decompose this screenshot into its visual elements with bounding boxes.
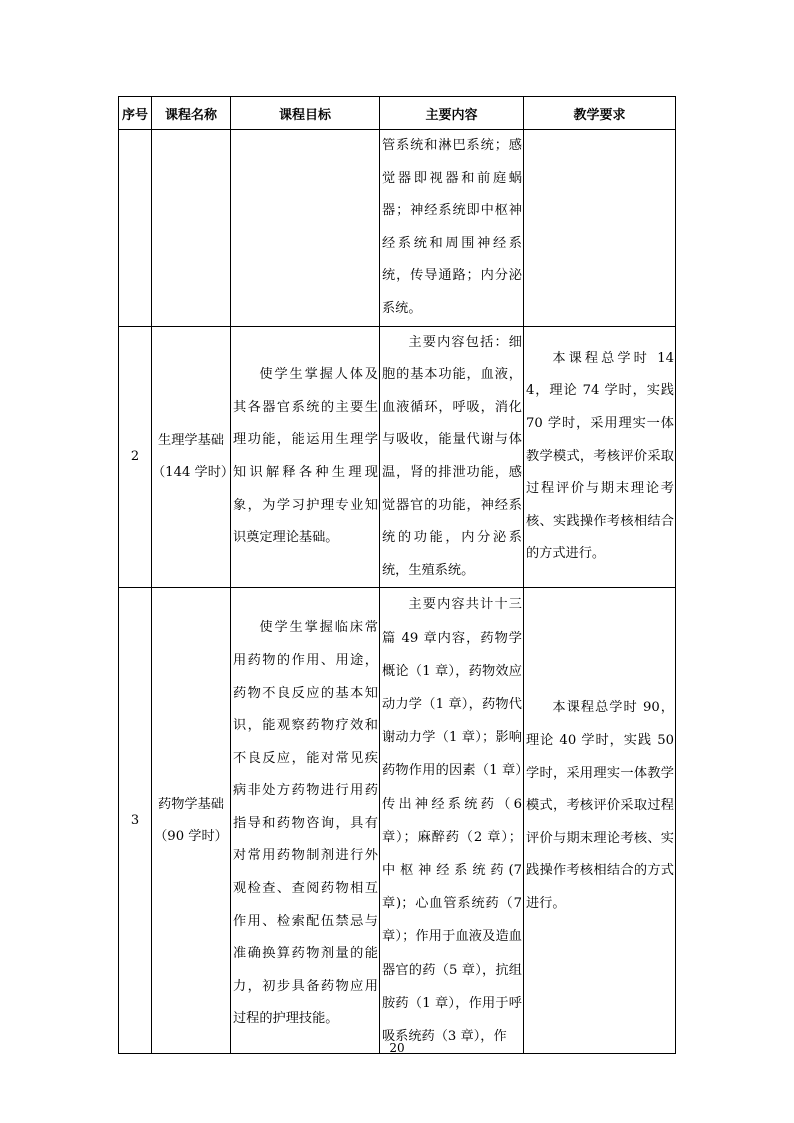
header-course-name: 课程名称 [152, 97, 231, 130]
row-course-name [152, 326, 235, 588]
row-num [119, 130, 152, 327]
course-name: 生理学基础 [158, 432, 224, 448]
row-main-content [380, 326, 524, 588]
course-name: 药物学基础 [158, 796, 224, 812]
row-course-goal [231, 130, 380, 327]
course-table [118, 96, 676, 1054]
row-main-content [380, 588, 524, 1054]
course-hours: （90 学时） [154, 828, 228, 844]
row-teaching-requirement [524, 326, 676, 588]
main-content-text: 管系统和淋巴系统；感觉器即视器和前庭蜗器；神经系统即中枢神经系统和周围神经系统，传导通路；内分泌系统。 [382, 138, 522, 316]
row-course-name [152, 130, 231, 327]
row-course-goal [231, 588, 380, 1054]
row-teaching-requirement [524, 588, 676, 1054]
header-course-goal: 课程目标 [231, 97, 380, 130]
table-header-row [119, 97, 676, 130]
row-course-name [152, 588, 231, 1054]
main-content-text: 主要内容包括：细胞的基本功能，血液，血液循环，呼吸，消化与吸收，能量代谢与体温，肾的排泄功能，感觉器官的功能，神经系统的功能，内分泌系统，生殖系统。 [382, 334, 522, 578]
row-course-goal [231, 326, 380, 588]
course-hours: （144 学时） [152, 464, 235, 480]
teaching-requirement-text: 本课程总学时 90，理论 40 学时，实践 50 学时，采用理实一体教学模式，考核评价采取过程评价与期末理论考核、实践操作考核相结合的方式进行。 [526, 700, 674, 911]
course-goal-text: 使学生掌握人体及其各器官系统的主要生理功能，能运用生理学知识解释各种生理现象，为学习护理专业知识奠定理论基础。 [233, 367, 378, 546]
header-num: 序号 [119, 97, 152, 130]
row-main-content [380, 130, 524, 327]
row-teaching-requirement [524, 130, 676, 327]
header-main-content: 主要内容 [380, 97, 524, 130]
header-teaching-requirement: 教学要求 [524, 97, 676, 130]
teaching-requirement-text: 本课程总学时 144，理论 74 学时，实践 70 学时，采用理实一体教学模式，考核评价采取过程评价与期末理论考核、实践操作考核相结合的方式进行。 [526, 350, 674, 562]
main-content-text: 主要内容共计十三篇 49 章内容，药物学概论（1 章），药物效应动力学（1 章），药物代谢动力学（1 章）；影响药物作用的因素（1 章）传出神经系统药（6 章）；麻醉药（2 章）；中枢神经系统药(7 章)；心血管系统药（7 章）；作用于血液及造血器官的药（5 章），抗组胺药（1 章），作用于呼吸系统药（3 章），作 [382, 597, 522, 1044]
row-num: 2 [119, 326, 152, 588]
table-row [119, 130, 676, 327]
page-number: 20 [389, 1041, 405, 1055]
course-goal-text: 使学生掌握临床常用药物的作用、用途，药物不良反应的基本知识，能观察药物疗效和不良反应，能对常见疾病非处方药物进行用药指导和药物咨询，具有对常用药物制剂进行外观检查、查阅药物相互作用、检索配伍禁忌与准确换算药物剂量的能力，初步具备药物应用过程的护理技能。 [233, 620, 378, 1027]
table-row [119, 326, 676, 588]
row-num: 3 [119, 588, 152, 1054]
table-row [119, 588, 676, 1054]
